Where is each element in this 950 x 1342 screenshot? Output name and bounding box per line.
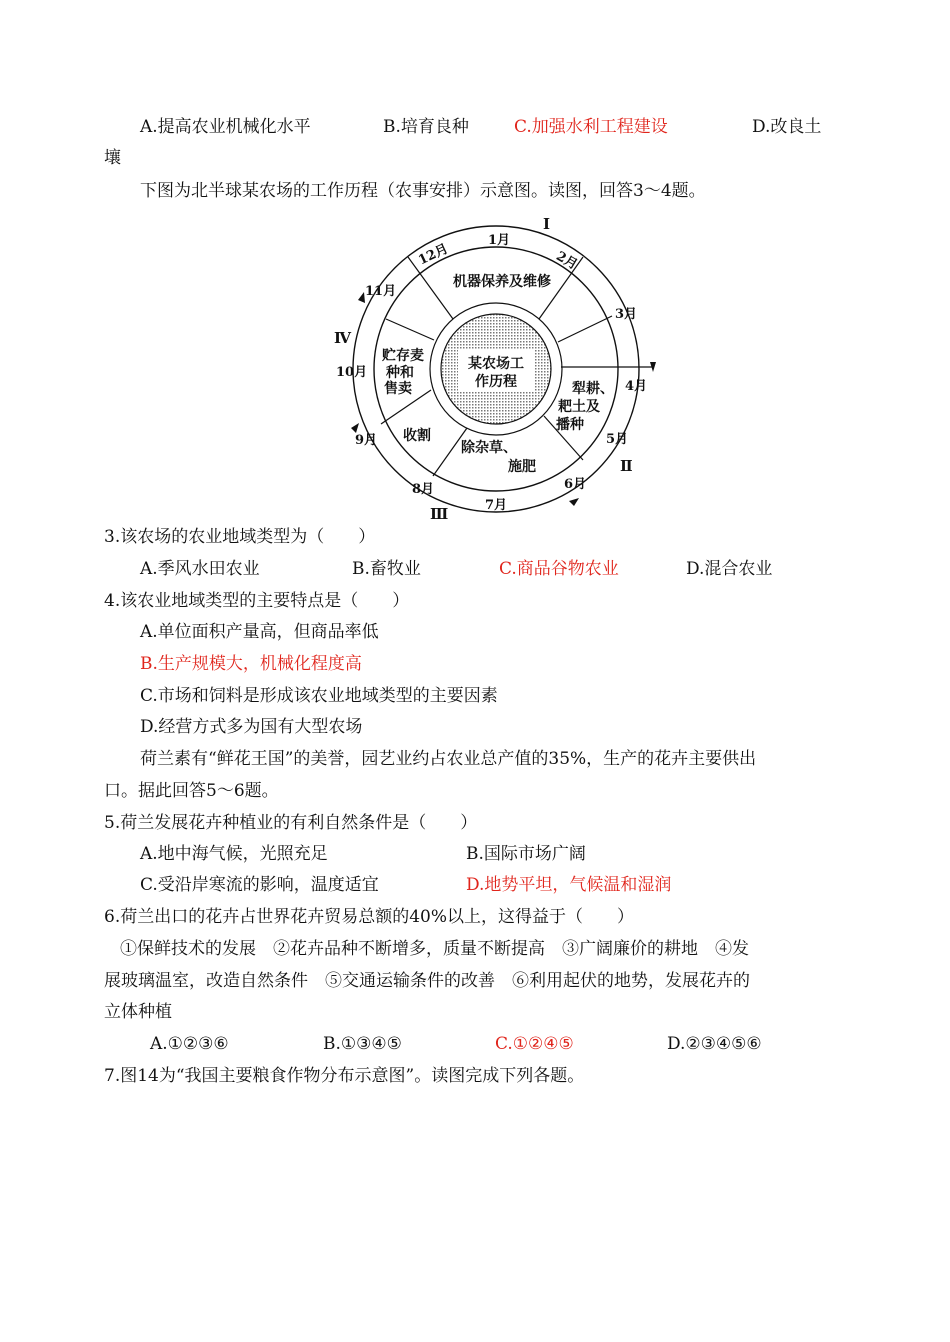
month-label-5: 5月 (606, 432, 629, 447)
task-weed-line2: 施肥 (508, 459, 536, 475)
q6-items-line1: ①保鲜技术的发展 ②花卉品种不断增多，质量不断提高 ③广阔廉价的耕地 ④发 (120, 939, 749, 959)
task-maintenance: 机器保养及维修 (453, 274, 551, 290)
q6-option-a: A.①②③⑥ (150, 1034, 229, 1054)
q5-option-d: D.地势平坦，气候温和湿润 (466, 875, 672, 895)
q4-option-c: C.市场和饲料是形成该农业地域类型的主要因素 (140, 686, 498, 706)
q3-stem: 3.该农场的农业地域类型为（ ） (104, 527, 376, 547)
q5-option-a: A.地中海气候，光照充足 (140, 844, 328, 864)
month-label-2: 2月 (553, 248, 580, 273)
center-label-line1: 某农场工 (468, 356, 524, 372)
month-label-7: 7月 (485, 498, 508, 513)
month-label-8: 8月 (412, 482, 435, 497)
q5-option-b: B.国际市场广阔 (466, 844, 586, 864)
task-plough-line1: 犁耕、 (572, 381, 614, 397)
month-label-11: 11月 (365, 284, 397, 299)
q3-option-d: D.混合农业 (686, 559, 773, 579)
q7-stem: 7.图14为“我国主要粮食作物分布示意图”。读图完成下列各题。 (104, 1066, 585, 1086)
farm-work-cycle-diagram (328, 212, 663, 522)
q6-items-line3: 立体种植 (104, 1002, 172, 1022)
quarter-label-2: Ⅱ (620, 457, 633, 475)
task-weed-line1: 除杂草、 (461, 440, 517, 456)
q4-option-d: D.经营方式多为国有大型农场 (140, 717, 363, 737)
q4-stem: 4.该农业地域类型的主要特点是（ ） (104, 591, 410, 611)
q6-option-c: C.①②④⑤ (495, 1034, 574, 1054)
task-storage-line2: 种和 (386, 365, 414, 381)
q4-option-a: A.单位面积产量高，但商品率低 (140, 622, 379, 642)
q2-option-d-wrap: 壤 (104, 148, 121, 168)
month-label-4: 4月 (625, 379, 648, 394)
task-storage-line3: 售卖 (384, 381, 412, 397)
quarter-label-1: Ⅰ (543, 215, 551, 233)
quarter-label-4: Ⅳ (334, 329, 352, 347)
q6-option-d: D.②③④⑤⑥ (667, 1034, 762, 1054)
month-label-1: 1月 (488, 233, 511, 248)
q6-stem: 6.荷兰出口的花卉占世界花卉贸易总额的40%以上，这得益于（ ） (104, 907, 635, 927)
intro-5-6-line2: 口。据此回答5～6题。 (104, 781, 279, 801)
q6-option-b: B.①③④⑤ (323, 1034, 402, 1054)
task-storage-line1: 贮存麦 (382, 348, 424, 364)
month-label-3: 3月 (615, 307, 638, 322)
month-label-6: 6月 (564, 477, 587, 492)
quarter-label-3: Ⅲ (430, 505, 449, 522)
q5-stem: 5.荷兰发展花卉种植业的有利自然条件是（ ） (104, 813, 478, 833)
q5-option-c: C.受沿岸寒流的影响，温度适宜 (140, 875, 379, 895)
task-plough-line2: 耙土及 (558, 399, 600, 415)
intro-3-4: 下图为北半球某农场的工作历程（农事安排）示意图。读图，回答3～4题。 (140, 181, 706, 201)
q2-option-d: D.改良土 (752, 117, 822, 137)
intro-5-6-line1: 荷兰素有“鲜花王国”的美誉，园艺业约占农业总产值的35%，生产的花卉主要供出 (140, 749, 757, 769)
task-plough-line3: 播种 (556, 417, 584, 433)
month-label-9: 9月 (355, 433, 378, 448)
month-label-10: 10月 (336, 365, 368, 380)
q6-items-line2: 展玻璃温室，改造自然条件 ⑤交通运输条件的改善 ⑥利用起伏的地势，发展花卉的 (104, 971, 750, 991)
q2-option-b: B.培育良种 (383, 117, 469, 137)
task-harvest: 收割 (403, 428, 431, 444)
month-label-12: 12月 (416, 241, 451, 269)
q3-option-c: C.商品谷物农业 (499, 559, 619, 579)
q4-option-b: B.生产规模大，机械化程度高 (140, 654, 362, 674)
q2-option-c: C.加强水利工程建设 (514, 117, 668, 137)
q3-option-a: A.季风水田农业 (140, 559, 260, 579)
center-label-line2: 作历程 (475, 374, 517, 390)
q2-option-a: A.提高农业机械化水平 (140, 117, 311, 137)
q3-option-b: B.畜牧业 (352, 559, 421, 579)
